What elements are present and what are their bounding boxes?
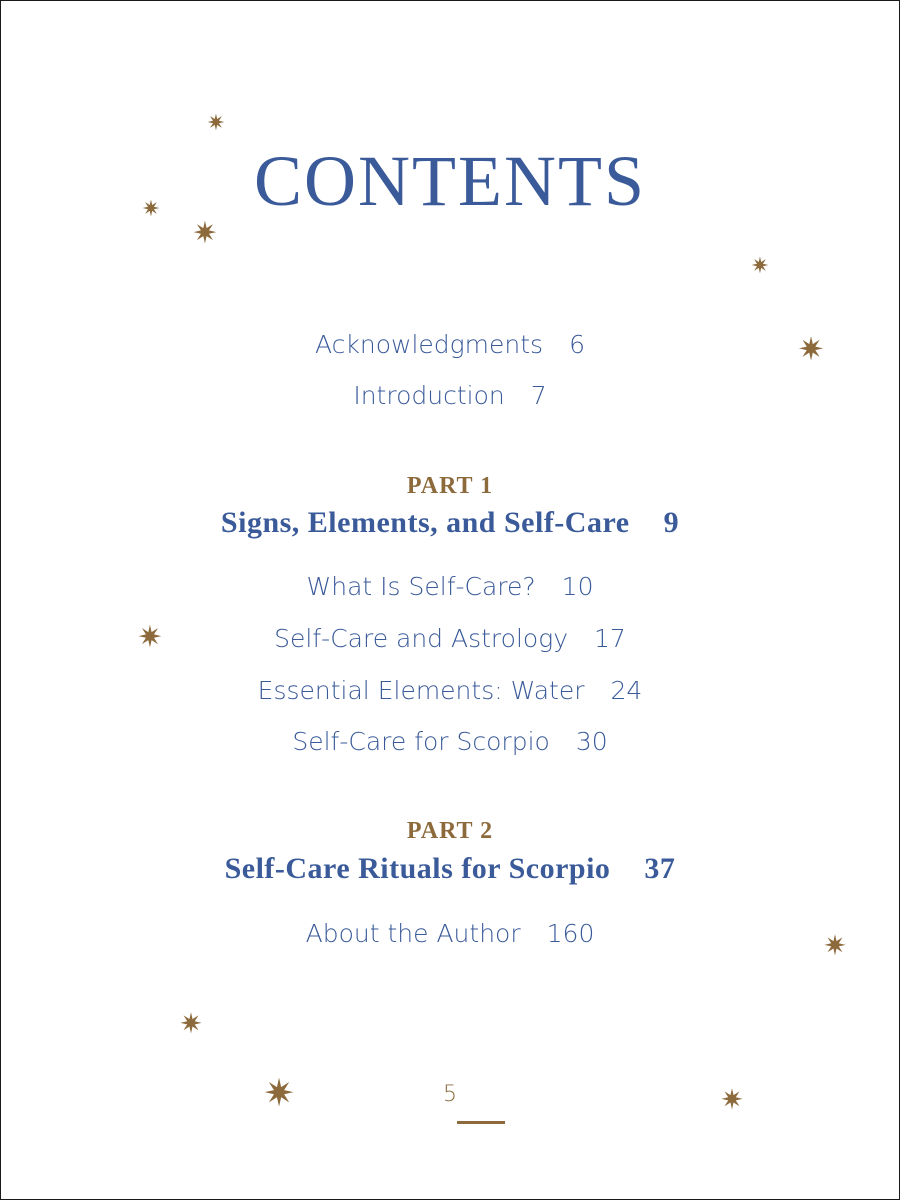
toc-entry-acknowledgments[interactable] bbox=[0, 330, 900, 359]
star-icon: ✷ bbox=[823, 929, 847, 962]
toc-entry-what-is-self-care[interactable] bbox=[0, 572, 900, 601]
star-icon: ✷ bbox=[750, 254, 770, 279]
star-icon: ✷ bbox=[206, 111, 226, 136]
toc-entry-label: Introduction bbox=[353, 381, 505, 410]
toc-entry-essential-elements-water[interactable] bbox=[0, 676, 900, 705]
toc-entry-page: 17 bbox=[594, 624, 626, 653]
toc-entry-label: Self-Care for Scorpio bbox=[292, 727, 550, 756]
toc-entry-page: 10 bbox=[561, 572, 594, 601]
part-2-label: PART 2 bbox=[406, 818, 494, 844]
toc-entry-label: Essential Elements: Water bbox=[257, 676, 585, 705]
star-icon: ✷ bbox=[720, 1083, 744, 1116]
star-icon: ✷ bbox=[263, 1071, 295, 1115]
star-icon: ✷ bbox=[797, 330, 825, 368]
page-number-rule bbox=[457, 1121, 505, 1124]
toc-entry-page: 24 bbox=[610, 676, 643, 705]
part-title-text: Signs, Elements, and Self-Care bbox=[220, 506, 630, 539]
toc-entry-label: Self-Care and Astrology bbox=[274, 624, 568, 653]
star-icon: ✷ bbox=[137, 620, 163, 655]
page-title: CONTENTS bbox=[254, 141, 646, 221]
toc-entry-introduction[interactable] bbox=[0, 381, 900, 410]
toc-entry-label: What Is Self-Care? bbox=[306, 572, 536, 601]
part-title-text: Self-Care Rituals for Scorpio bbox=[224, 852, 611, 885]
toc-entry-label: About the Author bbox=[305, 919, 521, 948]
toc-entry-page: 7 bbox=[530, 381, 547, 410]
toc-entry-page: 6 bbox=[569, 330, 585, 359]
toc-entry-about-the-author[interactable] bbox=[0, 919, 900, 948]
star-icon: ✷ bbox=[192, 216, 218, 251]
part-1-label: PART 1 bbox=[406, 473, 494, 499]
part-title-page: 37 bbox=[644, 852, 676, 885]
toc-entry-page: 160 bbox=[546, 919, 595, 948]
toc-entry-self-care-and-astrology[interactable] bbox=[0, 620, 900, 655]
part-1-title[interactable] bbox=[0, 506, 900, 540]
part-2-title[interactable] bbox=[0, 852, 900, 886]
toc-entry-label: Acknowledgments bbox=[315, 330, 544, 359]
toc-entry-self-care-for-scorpio[interactable] bbox=[0, 727, 900, 756]
part-title-page: 9 bbox=[663, 506, 680, 539]
star-icon: ✷ bbox=[179, 1007, 203, 1040]
star-icon: ✷ bbox=[141, 197, 161, 222]
toc-entry-page: 30 bbox=[575, 727, 608, 756]
page-number: 5 bbox=[443, 1082, 457, 1107]
